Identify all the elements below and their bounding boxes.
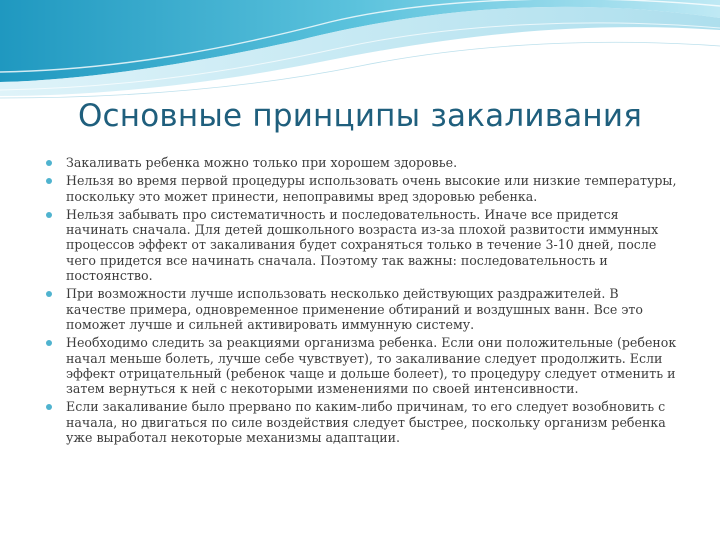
bullet-dot-icon <box>46 404 52 410</box>
list-item-text: При возможности лучше использовать несколько действующих раздражителей. В качестве примера, одновременное применение обтираний и воздушных ванн. Все это поможет лучше и сильней активировать иммунную систему. <box>66 286 643 332</box>
bullet-dot-icon <box>46 178 52 184</box>
list-item <box>46 286 678 332</box>
list-item <box>46 173 678 204</box>
slide-title: Основные принципы закаливания <box>77 98 643 134</box>
list-item-text: Нельзя забывать про систематичность и последовательность. Иначе все придется начинать сначала. Для детей дошкольного возраста из-за плохой развитости иммунных процессов эффект от закаливания будет сохраняться только в течение 3-10 дней, после чего придется все начинать сначала. Поэтому так важны: последовательность и постоянство. <box>66 206 659 284</box>
bullet-dot-icon <box>46 291 52 297</box>
bullet-list <box>46 155 678 448</box>
list-item <box>46 399 678 445</box>
bullet-dot-icon <box>46 212 52 218</box>
bullet-dot-icon <box>46 160 52 166</box>
list-item-text: Нельзя во время первой процедуры использовать очень высокие или низкие температуры, поскольку это может принести, непоправимы вред здоровью ребенка. <box>66 173 677 204</box>
list-item-text: Закаливать ребенка можно только при хорошем здоровье. <box>66 155 458 170</box>
list-item <box>46 335 678 396</box>
list-item <box>46 155 678 170</box>
bullet-dot-icon <box>46 340 52 346</box>
list-item <box>46 207 678 283</box>
list-item-text: Если закаливание было прервано по каким-либо причинам, то его следует возобновить с начала, но двигаться по силе воздействия следует быстрее, поскольку организм ребенка уже выработал некоторые механизмы адаптации. <box>66 399 666 446</box>
list-item-text: Необходимо следить за реакциями организма ребенка. Если они положительные (ребенок начал меньше болеть, лучше себе чувствует), то закаливание следует продолжить. Если эффект отрицательный (ребенок чаще и дольше болеет), то процедуру следует отменить и затем вернуться к ней с некоторыми изменениями по своей интенсивности. <box>66 335 677 397</box>
